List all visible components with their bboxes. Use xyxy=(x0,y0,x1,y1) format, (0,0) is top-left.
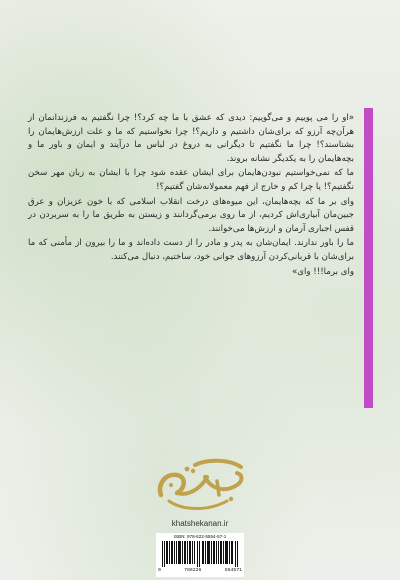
isbn-label: ISBN: 978-622-5554-57-1 xyxy=(173,534,227,539)
blurb-paragraph: وای بر ما که بچه‌هایمان، این میوه‌های درخت انقلاب اسلامی که با خون عزیزان و عرق جبین‌مان آبیاری‌اش کردیم، از ما روی برمی‌گردانند و زیستن به طریق ما را به سربردن در قفس اجباری آرمان و ارزش‌ها می‌خوانند. xyxy=(28,196,354,234)
blurb-text xyxy=(28,112,354,280)
barcode-digit-group: 9 xyxy=(158,568,161,573)
accent-bar xyxy=(364,108,373,408)
isbn-barcode-box xyxy=(156,533,244,577)
blurb-paragraph: ما را باور ندارند. ایمان‌شان به پدر و مادر را از دست داده‌اند و ما را بیرون از مأمنی که ما برای‌شان با قربانی‌کردن آرزوهای جوانی خود، ساختیم، دنبال می‌کنند. xyxy=(28,238,354,262)
barcode-digit-group: 786226 xyxy=(184,568,202,573)
blurb-paragraph: ما که نمی‌خواستیم نبودن‌هایمان برای ایشان عقده شود چرا با ایشان به زبان مهر سخن نگفتیم؟! یا چرا کم و خارج از فهم معمولانه‌شان گفتیم؟! xyxy=(28,168,354,192)
publisher-logo-icon xyxy=(147,455,253,515)
publisher-website: khatshekanan.ir xyxy=(171,519,229,528)
barcode-digits xyxy=(158,568,242,573)
blurb-paragraph: وای برما!!! وای» xyxy=(292,266,354,277)
barcode-digit-group: 554571 xyxy=(224,568,242,573)
barcode-icon xyxy=(160,541,240,567)
blurb-paragraph: «او را می پوییم و می‌گوییم: دیدی که عشق با ما چه کرد؟! چرا نگفتیم به فرزندانمان از هرآن‌چه آرزو که برای‌شان داشتیم و داریم؟! چرا نخواستیم که ما و علت ارزش‌هایمان را بشناسند؟! چرا ما نگفتیم تا دیگرانی به دروغ در لباس ما درآیند و ایمان و باور ما و بچه‌هایمان را به یکدیگر نشانه بروند. xyxy=(28,113,354,164)
